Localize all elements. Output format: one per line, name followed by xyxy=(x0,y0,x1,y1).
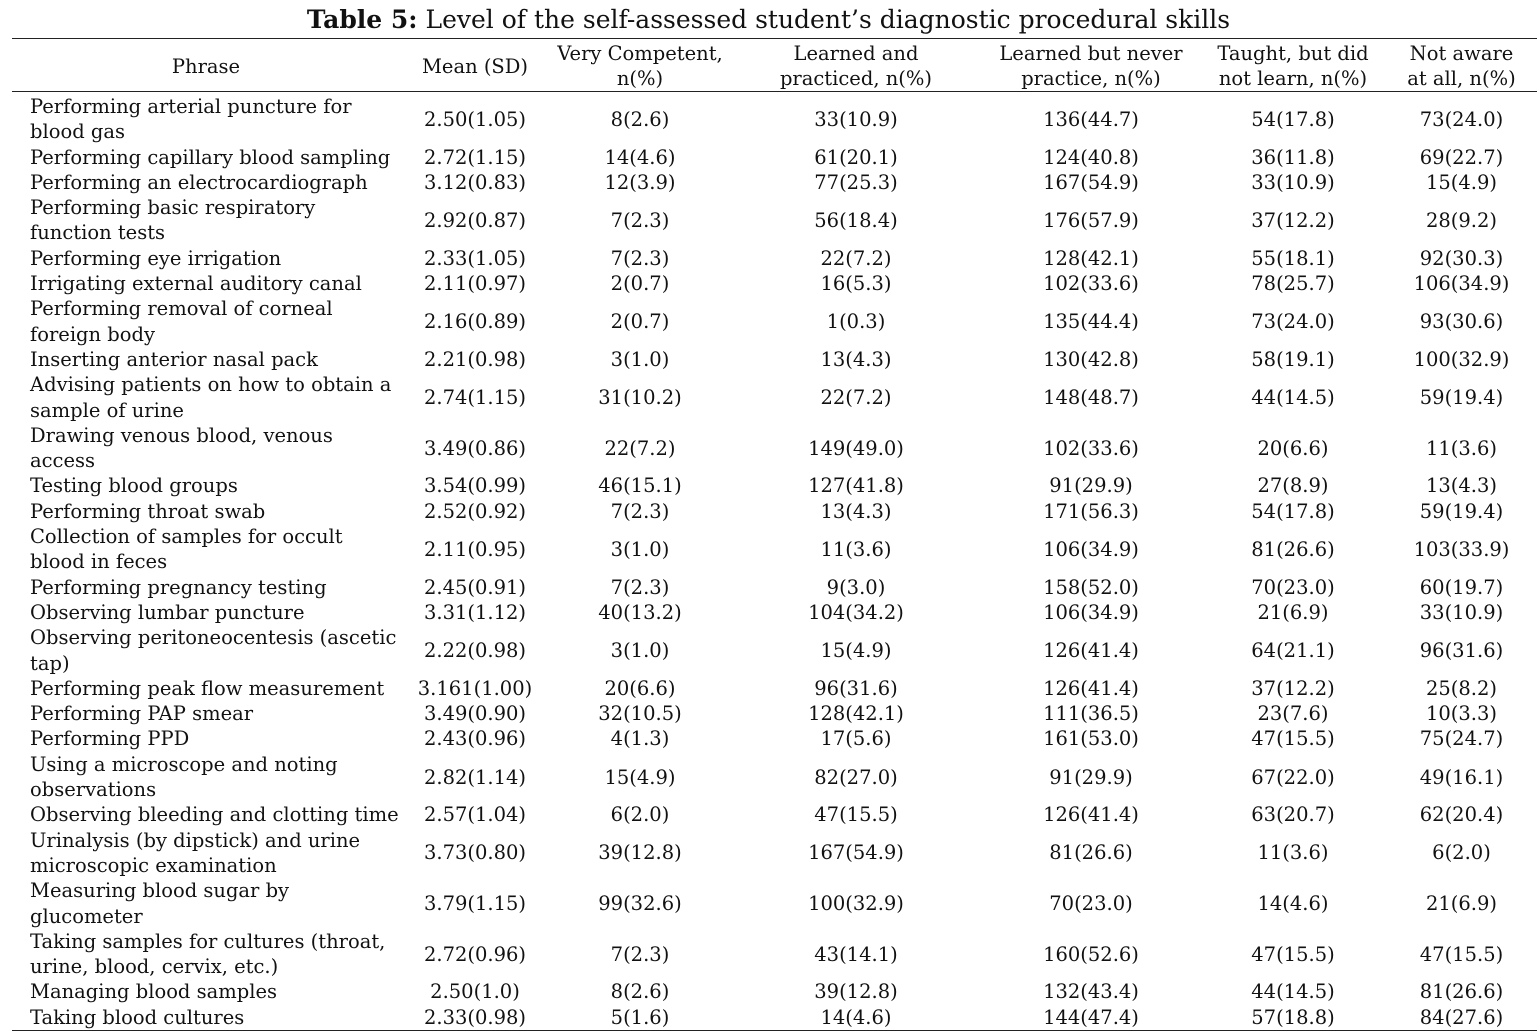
table-row xyxy=(12,145,1537,170)
phrase-cell: Performing pregnancy testing xyxy=(30,575,327,599)
not-aware-cell: 28(9.2) xyxy=(1425,208,1498,232)
learned-practiced-cell: 22(7.2) xyxy=(820,386,892,410)
learned-practiced-cell: 128(42.1) xyxy=(808,702,904,726)
taught-not-learn-cell: 73(24.0) xyxy=(1251,310,1335,334)
learned-never-cell: 106(34.9) xyxy=(1043,537,1139,561)
learned-never-cell: 126(41.4) xyxy=(1043,803,1139,827)
header-learned-never-practice: Learned but never practice, n(%) xyxy=(982,39,1200,92)
header-very-competent: Very Competent, n(%) xyxy=(550,39,730,92)
table-row xyxy=(12,979,1537,1004)
very-competent-cell: 20(6.6) xyxy=(604,676,676,700)
taught-not-learn-cell: 27(8.9) xyxy=(1257,474,1329,498)
learned-never-cell: 161(53.0) xyxy=(1043,727,1139,751)
table-row xyxy=(12,499,1537,524)
learned-practiced-cell: 77(25.3) xyxy=(814,170,898,194)
not-aware-cell: 60(19.7) xyxy=(1419,575,1504,599)
very-competent-cell: 7(2.3) xyxy=(610,499,670,523)
phrase-cell: Drawing venous blood, venous access xyxy=(30,423,333,473)
mean-sd-cell: 3.31(1.12) xyxy=(423,600,527,624)
mean-sd-cell: 3.161(1.00) xyxy=(417,676,533,700)
mean-sd-cell: 3.79(1.15) xyxy=(423,891,527,915)
not-aware-cell: 75(24.7) xyxy=(1419,727,1504,751)
not-aware-cell: 84(27.6) xyxy=(1386,1005,1537,1031)
phrase-cell: Inserting anterior nasal pack xyxy=(30,347,318,371)
table-row xyxy=(12,701,1537,726)
table-body xyxy=(12,92,1537,1031)
mean-sd-cell: 2.16(0.89) xyxy=(423,310,527,334)
phrase-cell: Observing lumbar puncture xyxy=(30,600,305,624)
learned-practiced-cell: 104(34.2) xyxy=(808,600,904,624)
mean-sd-cell: 3.12(0.83) xyxy=(423,170,527,194)
table-row xyxy=(12,828,1537,879)
not-aware-cell: 69(22.7) xyxy=(1419,145,1504,169)
mean-sd-cell: 2.50(1.05) xyxy=(423,107,527,131)
learned-practiced-cell: 13(4.3) xyxy=(820,499,892,523)
not-aware-cell: 6(2.0) xyxy=(1432,841,1491,865)
not-aware-cell: 10(3.3) xyxy=(1425,702,1498,726)
header-phrase: Phrase xyxy=(12,39,400,92)
learned-practiced-cell: 17(5.6) xyxy=(820,727,892,751)
phrase-cell: Performing capillary blood sampling xyxy=(30,145,391,169)
skills-table xyxy=(12,38,1537,1031)
taught-not-learn-cell: 81(26.6) xyxy=(1251,537,1335,561)
very-competent-cell: 7(2.3) xyxy=(610,575,670,599)
very-competent-cell: 99(32.6) xyxy=(598,891,682,915)
taught-not-learn-cell: 44(14.5) xyxy=(1251,980,1335,1004)
very-competent-cell: 46(15.1) xyxy=(598,474,682,498)
mean-sd-cell: 3.73(0.80) xyxy=(423,841,527,865)
table-row xyxy=(12,524,1537,575)
mean-sd-cell: 2.33(0.98) xyxy=(400,1005,550,1031)
very-competent-cell: 39(12.8) xyxy=(598,841,682,865)
not-aware-cell: 103(33.9) xyxy=(1413,537,1510,561)
mean-sd-cell: 2.72(0.96) xyxy=(423,942,527,966)
learned-never-cell: 132(43.4) xyxy=(1043,980,1139,1004)
mean-sd-cell: 2.92(0.87) xyxy=(423,208,527,232)
learned-practiced-cell: 47(15.5) xyxy=(814,803,898,827)
very-competent-cell: 15(4.9) xyxy=(604,765,676,789)
table-row xyxy=(12,423,1537,474)
taught-not-learn-cell: 54(17.8) xyxy=(1251,499,1335,523)
very-competent-cell: 3(1.0) xyxy=(610,347,670,371)
learned-never-cell: 126(41.4) xyxy=(1043,676,1139,700)
taught-not-learn-cell: 44(14.5) xyxy=(1251,386,1335,410)
learned-never-cell: 158(52.0) xyxy=(1043,575,1139,599)
phrase-cell: Performing PAP smear xyxy=(30,702,254,726)
very-competent-cell: 31(10.2) xyxy=(598,386,682,410)
learned-practiced-cell: 43(14.1) xyxy=(814,942,898,966)
mean-sd-cell: 2.57(1.04) xyxy=(423,803,527,827)
learned-practiced-cell: 11(3.6) xyxy=(820,537,892,561)
table-row xyxy=(12,676,1537,701)
not-aware-cell: 106(34.9) xyxy=(1413,272,1510,296)
very-competent-cell: 12(3.9) xyxy=(604,170,676,194)
taught-not-learn-cell: 47(15.5) xyxy=(1251,727,1335,751)
header-learned-practiced: Learned and practiced, n(%) xyxy=(730,39,982,92)
phrase-cell: Performing removal of corneal foreign body xyxy=(30,297,333,346)
mean-sd-cell: 2.50(1.0) xyxy=(430,980,520,1004)
taught-not-learn-cell: 63(20.7) xyxy=(1251,803,1335,827)
very-competent-cell: 3(1.0) xyxy=(610,639,670,663)
phrase-cell: Taking samples for cultures (throat, urine, blood, cervix, etc.) xyxy=(30,929,386,979)
learned-never-cell: 102(33.6) xyxy=(1043,272,1139,296)
phrase-cell: Measuring blood sugar by glucometer xyxy=(30,879,290,928)
learned-never-cell: 160(52.6) xyxy=(1043,942,1139,966)
header-mean-sd: Mean (SD) xyxy=(400,39,550,92)
table-row xyxy=(12,625,1537,676)
mean-sd-cell: 2.11(0.95) xyxy=(423,537,527,561)
taught-not-learn-cell: 47(15.5) xyxy=(1251,942,1335,966)
not-aware-cell: 21(6.9) xyxy=(1425,891,1498,915)
phrase-cell: Performing eye irrigation xyxy=(30,246,282,270)
learned-never-cell: 102(33.6) xyxy=(1043,436,1139,460)
mean-sd-cell: 2.33(1.05) xyxy=(423,246,527,270)
table-header xyxy=(12,39,1537,92)
table-row xyxy=(12,296,1537,347)
learned-never-cell: 128(42.1) xyxy=(1043,246,1139,270)
phrase-cell: Performing basic respiratory function tests xyxy=(30,196,316,245)
not-aware-cell: 13(4.3) xyxy=(1425,474,1498,498)
learned-practiced-cell: 100(32.9) xyxy=(808,891,904,915)
not-aware-cell: 62(20.4) xyxy=(1419,803,1504,827)
phrase-cell: Managing blood samples xyxy=(30,980,278,1004)
table-title-label: Table 5: xyxy=(306,5,418,34)
learned-practiced-cell: 33(10.9) xyxy=(814,107,898,131)
learned-practiced-cell: 9(3.0) xyxy=(826,575,886,599)
phrase-cell: Performing throat swab xyxy=(30,499,266,523)
not-aware-cell: 59(19.4) xyxy=(1419,499,1504,523)
learned-never-cell: 81(26.6) xyxy=(1049,841,1133,865)
table-row xyxy=(12,271,1537,296)
mean-sd-cell: 3.54(0.99) xyxy=(423,474,527,498)
very-competent-cell: 5(1.6) xyxy=(550,1005,730,1031)
learned-never-cell: 91(29.9) xyxy=(1049,474,1133,498)
table-row xyxy=(12,92,1537,145)
learned-practiced-cell: 15(4.9) xyxy=(820,639,892,663)
table-row xyxy=(12,929,1537,980)
phrase-cell: Taking blood cultures xyxy=(12,1005,400,1031)
table-row xyxy=(12,600,1537,625)
mean-sd-cell: 2.11(0.97) xyxy=(423,272,527,296)
very-competent-cell: 7(2.3) xyxy=(610,208,670,232)
learned-practiced-cell: 56(18.4) xyxy=(814,208,898,232)
very-competent-cell: 2(0.7) xyxy=(610,272,670,296)
header-taught-not-learn: Taught, but did not learn, n(%) xyxy=(1200,39,1386,92)
learned-practiced-cell: 96(31.6) xyxy=(814,676,898,700)
taught-not-learn-cell: 14(4.6) xyxy=(1257,891,1329,915)
learned-never-cell: 111(36.5) xyxy=(1043,702,1139,726)
learned-practiced-cell: 16(5.3) xyxy=(820,272,892,296)
taught-not-learn-cell: 20(6.6) xyxy=(1257,436,1329,460)
table-row xyxy=(12,347,1537,372)
phrase-cell: Performing arterial puncture for blood gas xyxy=(30,95,352,144)
taught-not-learn-cell: 78(25.7) xyxy=(1251,272,1335,296)
table-row xyxy=(12,372,1537,423)
taught-not-learn-cell: 36(11.8) xyxy=(1251,145,1335,169)
very-competent-cell: 22(7.2) xyxy=(604,436,676,460)
taught-not-learn-cell: 64(21.1) xyxy=(1251,639,1335,663)
table-row xyxy=(12,802,1537,827)
table-row xyxy=(12,195,1537,246)
very-competent-cell: 7(2.3) xyxy=(610,942,670,966)
not-aware-cell: 96(31.6) xyxy=(1419,639,1504,663)
mean-sd-cell: 2.21(0.98) xyxy=(423,347,527,371)
mean-sd-cell: 2.72(1.15) xyxy=(423,145,527,169)
phrase-cell: Performing peak flow measurement xyxy=(30,676,385,700)
learned-practiced-cell: 167(54.9) xyxy=(808,841,904,865)
learned-practiced-cell: 39(12.8) xyxy=(814,980,898,1004)
not-aware-cell: 81(26.6) xyxy=(1419,980,1504,1004)
taught-not-learn-cell: 54(17.8) xyxy=(1251,107,1335,131)
not-aware-cell: 15(4.9) xyxy=(1425,170,1498,194)
mean-sd-cell: 3.49(0.86) xyxy=(423,436,527,460)
very-competent-cell: 40(13.2) xyxy=(598,600,682,624)
phrase-cell: Testing blood groups xyxy=(30,474,238,498)
not-aware-cell: 73(24.0) xyxy=(1419,107,1504,131)
header-not-aware: Not aware at all, n(%) xyxy=(1386,39,1537,92)
phrase-cell: Using a microscope and noting observations xyxy=(30,752,338,802)
learned-never-cell: 130(42.8) xyxy=(1043,347,1139,371)
table-row xyxy=(12,726,1537,751)
phrase-cell: Observing peritoneocentesis (ascetic tap) xyxy=(30,626,397,675)
not-aware-cell: 100(32.9) xyxy=(1413,347,1510,371)
table-row xyxy=(12,473,1537,498)
not-aware-cell: 25(8.2) xyxy=(1425,676,1498,700)
phrase-cell: Irrigating external auditory canal xyxy=(30,272,362,296)
learned-practiced-cell: 127(41.8) xyxy=(808,474,904,498)
learned-never-cell: 126(41.4) xyxy=(1043,639,1139,663)
very-competent-cell: 8(2.6) xyxy=(610,980,670,1004)
learned-never-cell: 70(23.0) xyxy=(1049,891,1133,915)
taught-not-learn-cell: 23(7.6) xyxy=(1257,702,1329,726)
taught-not-learn-cell: 37(12.2) xyxy=(1251,676,1335,700)
mean-sd-cell: 2.22(0.98) xyxy=(423,639,527,663)
learned-never-cell: 171(56.3) xyxy=(1043,499,1139,523)
learned-never-cell: 176(57.9) xyxy=(1043,208,1139,232)
not-aware-cell: 93(30.6) xyxy=(1419,310,1504,334)
not-aware-cell: 47(15.5) xyxy=(1419,942,1504,966)
taught-not-learn-cell: 33(10.9) xyxy=(1251,170,1335,194)
taught-not-learn-cell: 37(12.2) xyxy=(1251,208,1335,232)
very-competent-cell: 14(4.6) xyxy=(604,145,676,169)
taught-not-learn-cell: 55(18.1) xyxy=(1251,246,1335,270)
learned-practiced-cell: 22(7.2) xyxy=(820,246,892,270)
table-title-text: Level of the self-assessed student’s diagnostic procedural skills xyxy=(417,5,1231,34)
table-row xyxy=(12,878,1537,929)
very-competent-cell: 32(10.5) xyxy=(598,702,682,726)
very-competent-cell: 8(2.6) xyxy=(610,107,670,131)
phrase-cell: Advising patients on how to obtain a sample of urine xyxy=(30,373,392,422)
mean-sd-cell: 2.45(0.91) xyxy=(423,575,527,599)
table-row xyxy=(12,246,1537,271)
learned-never-cell: 106(34.9) xyxy=(1043,600,1139,624)
learned-never-cell: 167(54.9) xyxy=(1043,170,1139,194)
header-row xyxy=(12,39,1537,92)
taught-not-learn-cell: 57(18.8) xyxy=(1200,1005,1386,1031)
very-competent-cell: 7(2.3) xyxy=(610,246,670,270)
table-row xyxy=(12,170,1537,195)
learned-never-cell: 135(44.4) xyxy=(1043,310,1139,334)
not-aware-cell: 33(10.9) xyxy=(1419,600,1504,624)
table-title xyxy=(0,4,1537,36)
table-row xyxy=(12,575,1537,600)
mean-sd-cell: 2.82(1.14) xyxy=(423,765,527,789)
very-competent-cell: 2(0.7) xyxy=(610,310,670,334)
phrase-cell: Observing bleeding and clotting time xyxy=(30,803,399,827)
taught-not-learn-cell: 11(3.6) xyxy=(1257,841,1329,865)
taught-not-learn-cell: 58(19.1) xyxy=(1251,347,1335,371)
very-competent-cell: 6(2.0) xyxy=(610,803,670,827)
taught-not-learn-cell: 70(23.0) xyxy=(1251,575,1335,599)
not-aware-cell: 11(3.6) xyxy=(1425,436,1498,460)
mean-sd-cell: 3.49(0.90) xyxy=(423,702,527,726)
phrase-cell: Performing PPD xyxy=(30,727,190,751)
learned-practiced-cell: 14(4.6) xyxy=(730,1005,982,1031)
phrase-cell: Performing an electrocardiograph xyxy=(30,170,368,194)
taught-not-learn-cell: 67(22.0) xyxy=(1251,765,1335,789)
learned-practiced-cell: 61(20.1) xyxy=(814,145,898,169)
very-competent-cell: 3(1.0) xyxy=(610,537,670,561)
mean-sd-cell: 2.43(0.96) xyxy=(423,727,527,751)
not-aware-cell: 49(16.1) xyxy=(1419,765,1504,789)
table-row xyxy=(12,1005,1537,1031)
learned-never-cell: 148(48.7) xyxy=(1043,386,1139,410)
table-row xyxy=(12,752,1537,803)
learned-practiced-cell: 13(4.3) xyxy=(820,347,892,371)
taught-not-learn-cell: 21(6.9) xyxy=(1257,600,1329,624)
very-competent-cell: 4(1.3) xyxy=(610,727,670,751)
mean-sd-cell: 2.52(0.92) xyxy=(423,499,527,523)
learned-never-cell: 144(47.4) xyxy=(982,1005,1200,1031)
phrase-cell: Collection of samples for occult blood in feces xyxy=(30,525,343,574)
mean-sd-cell: 2.74(1.15) xyxy=(423,386,527,410)
learned-never-cell: 91(29.9) xyxy=(1049,765,1133,789)
not-aware-cell: 92(30.3) xyxy=(1419,246,1504,270)
learned-practiced-cell: 149(49.0) xyxy=(808,436,904,460)
phrase-cell: Urinalysis (by dipstick) and urine microscopic examination xyxy=(30,828,361,877)
learned-practiced-cell: 82(27.0) xyxy=(814,765,898,789)
learned-never-cell: 136(44.7) xyxy=(1043,107,1139,131)
learned-never-cell: 124(40.8) xyxy=(1043,145,1139,169)
not-aware-cell: 59(19.4) xyxy=(1419,386,1504,410)
learned-practiced-cell: 1(0.3) xyxy=(826,310,886,334)
